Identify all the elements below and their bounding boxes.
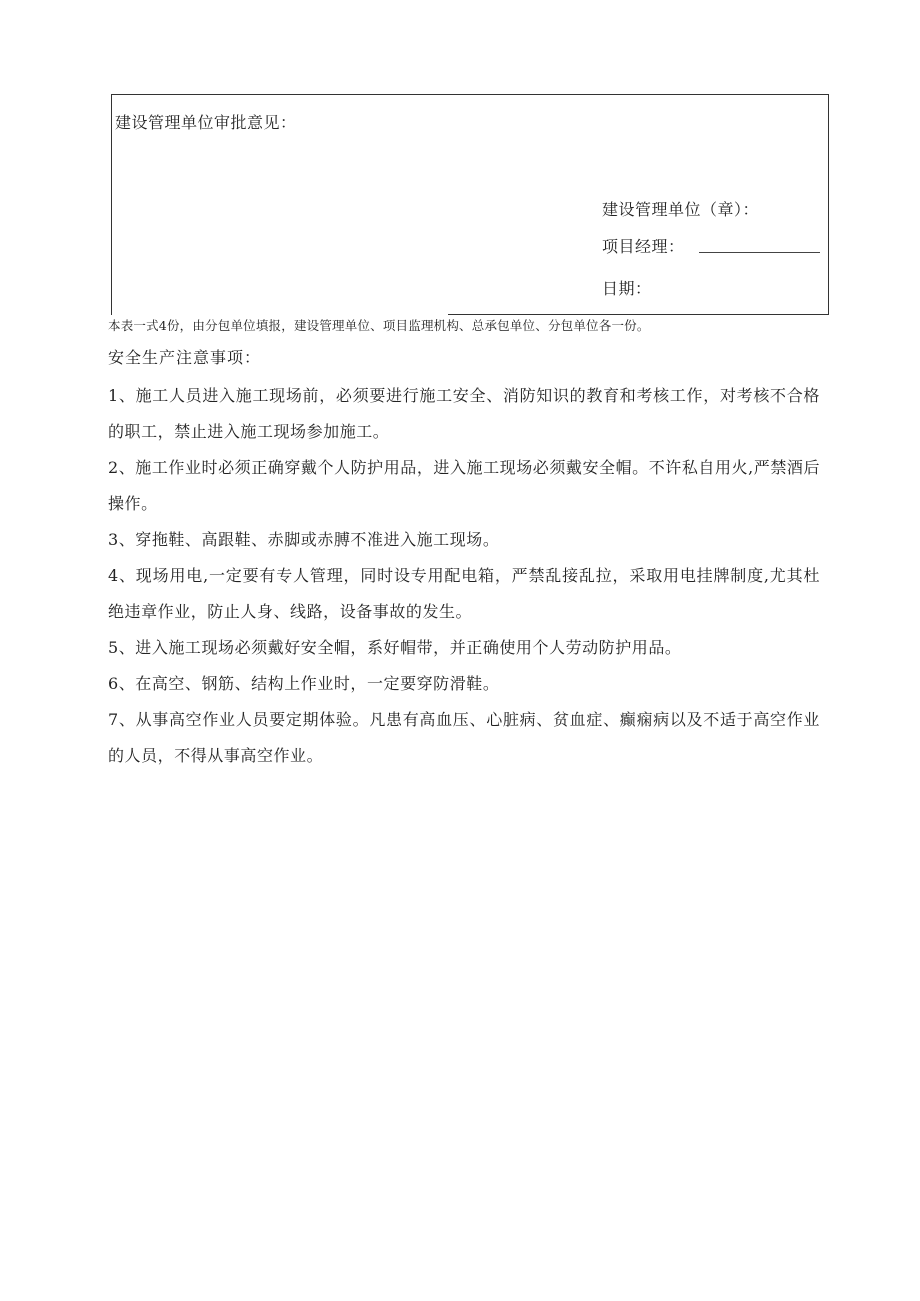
safety-notes-list [108,378,820,774]
safety-note-7: 7、从事高空作业人员要定期体验。凡患有高血压、心脏病、贫血症、癫痫病以及不适于高空作业的人员，不得从事高空作业。 [108,710,820,765]
safety-note-5: 5、进入施工现场必须戴好安全帽，系好帽带，并正确使用个人劳动防护用品。 [108,638,682,657]
approval-title: 建设管理单位审批意见： [115,113,297,132]
copies-note: 本表一式4份，由分包单位填报，建设管理单位、项目监理机构、总承包单位、分包单位各一份。 [108,318,650,333]
safety-notes-title: 安全生产注意事项： [108,348,262,367]
manager-signature-line[interactable] [699,252,820,253]
safety-note-4: 4、现场用电,一定要有专人管理，同时设专用配电箱，严禁乱接乱拉，采取用电挂牌制度,尤其杜绝违章作业，防止人身、线路，设备事故的发生。 [108,566,820,621]
safety-note-1: 1、施工人员进入施工现场前，必须要进行施工安全、消防知识的教育和考核工作，对考核不合格的职工，禁止进入施工现场参加施工。 [108,386,820,441]
safety-note-3: 3、穿拖鞋、高跟鞋、赤脚或赤膊不准进入施工现场。 [108,530,500,549]
project-manager-label: 项目经理： [602,237,685,256]
approval-bottom-border [448,314,829,315]
approval-section [111,94,829,315]
safety-note-2: 2、施工作业时必须正确穿戴个人防护用品，进入施工现场必须戴安全帽。不许私自用火,严禁酒后操作。 [108,458,820,513]
date-label: 日期： [602,279,652,298]
safety-note-6: 6、在高空、钢筋、结构上作业时，一定要穿防滑鞋。 [108,674,500,693]
unit-seal-label: 建设管理单位（章）： [602,200,760,219]
